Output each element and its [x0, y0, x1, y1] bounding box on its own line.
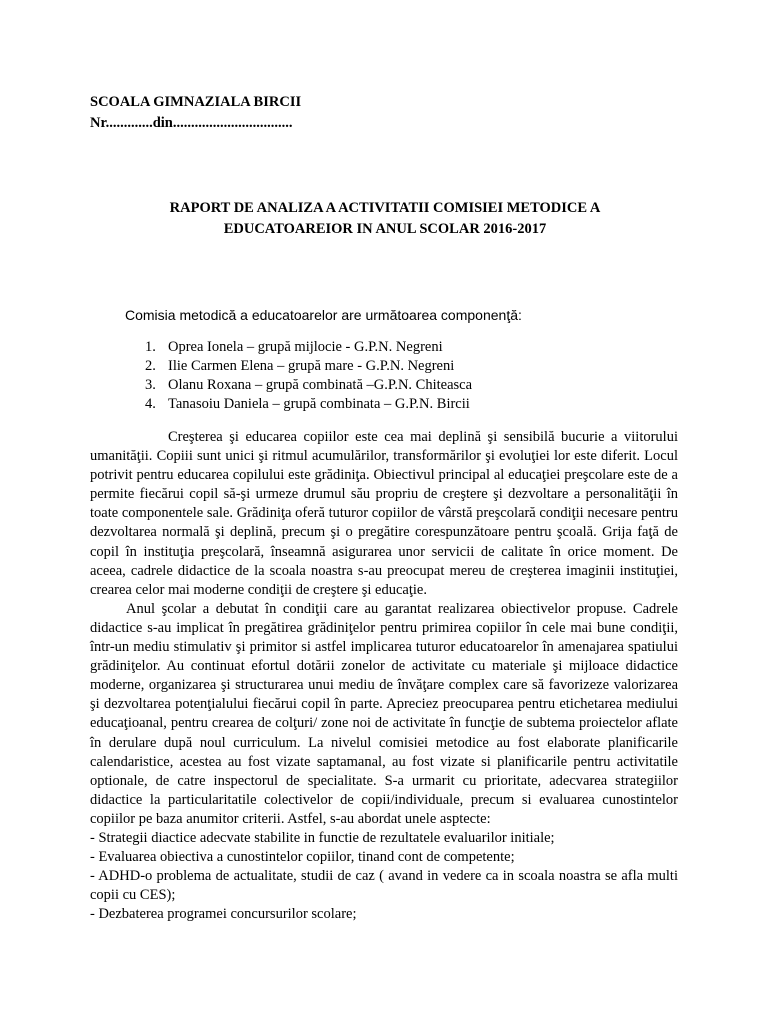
report-title-line-1: RAPORT DE ANALIZA A ACTIVITATII COMISIEI METODICE A [169, 200, 601, 216]
list-item: - Strategii diactice adecvate stabilite in functie de rezultatele evaluarilor initiale; [90, 829, 555, 846]
list-item-text: Tanasoiu Daniela – grupă combinata – G.P.N. Bircii [168, 396, 470, 412]
list-item-text: Ilie Carmen Elena – grupă mare - G.P.N. Negreni [168, 358, 455, 374]
report-title [90, 198, 680, 240]
list-item [145, 357, 472, 376]
document-header [90, 92, 301, 134]
list-item: - ADHD-o problema de actualitate, studii de caz ( avand in vedere ca in scoala noastra se afla multi copii cu CES); [90, 868, 678, 904]
paragraph: Creşterea şi educarea copiilor este cea mai deplină şi sensibilă bucurie a viitorului umanităţii. Copiii sunt unici şi ritmul acumulărilor, transformărilor şi evoluţiei lor este diferit. Locul potrivit pentru educarea copilului este grădiniţa. Obiectivul principal al educaţiei preşcolare este de a permite fiecărui copil să-şi urmeze drumul său propriu de creştere şi dezvoltare a personalităţii în toate componentele sale. Grădiniţa oferă tuturor copiilor de vârstă preşcolară condiţii necesare pentru dezvoltarea normală şi deplină, precum şi o pregătire corespunzătoare pentru şcoală. Grija faţă de copil în instituţia preşcolară, înseamnă asigurarea unor servicii de calitate în orice moment. De aceea, cadrele didactice de la scoala noastra s-au preocupat mereu de creşterea imaginii instituţiei, crearea celor mai moderne condiţii de creştere şi educaţie. [90, 429, 678, 598]
list-item [145, 338, 472, 357]
list-item: - Evaluarea obiectiva a cunostintelor copiilor, tinand cont de competente; [90, 849, 515, 866]
aspects-list [90, 829, 678, 924]
registration-number-line: Nr.............din................................. [90, 115, 293, 131]
list-item-number: 3. [145, 377, 156, 393]
list-item-number: 1. [145, 339, 156, 355]
list-item-number: 2. [145, 358, 156, 374]
list-item: - Dezbaterea programei concursurilor scolare; [90, 906, 357, 923]
commission-intro: Comisia metodică a educatoarelor are următoarea componenţă: [125, 307, 522, 323]
list-item-number: 4. [145, 396, 156, 412]
list-item-text: Oprea Ionela – grupă mijlocie - G.P.N. Negreni [168, 339, 443, 355]
list-item-text: Olanu Roxana – grupă combinată –G.P.N. Chiteasca [168, 377, 473, 393]
report-title-line-2: EDUCATOAREIOR IN ANUL SCOLAR 2016-2017 [223, 221, 547, 237]
paragraph: Anul şcolar a debutat în condiţii care au garantat realizarea obiectivelor propuse. Cadrele didactice s-au implicat în pregătirea grădiniţelor pentru primirea copiilor în cele mai bune condiţii, într-un mediu stimulativ şi primitor si astfel implicarea tuturor educatoarelor în amenajarea spatiului grădiniţelor. Au continuat efortul dotării zonelor de activitate cu materiale şi mijloace didactice moderne, organizarea şi structurarea unui mediu de învăţare complex care să favorizeze valorizarea şi dezvoltarea potenţialului fiecărui copil în parte. Apreciez preocuparea pentru etichetarea mediului educaţioanal, pentru crearea de colţuri/ zone noi de activitate în funcţie de subtema proiectelor aflate în derulare după noul curriculum. La nivelul comisiei metodice au fost elaborate planificarile calendaristice, acestea au fost vizate saptamanal, au fost vizate si planificarile pentru activitatile optionale, de catre inspectorul de specialitate. S-a urmarit cu prioritate, adecvarea strategiilor didactice la particularitatile colectivelor de copii/individuale, precum si evaluarea cunostintelor copiilor pe baza anumitor criterii. Astfel, s-au abordat unele asptecte: [90, 600, 678, 827]
list-item [145, 376, 472, 395]
members-list [145, 338, 472, 414]
report-body [90, 428, 678, 924]
list-item [145, 395, 472, 414]
school-name: SCOALA GIMNAZIALA BIRCII [90, 94, 302, 110]
